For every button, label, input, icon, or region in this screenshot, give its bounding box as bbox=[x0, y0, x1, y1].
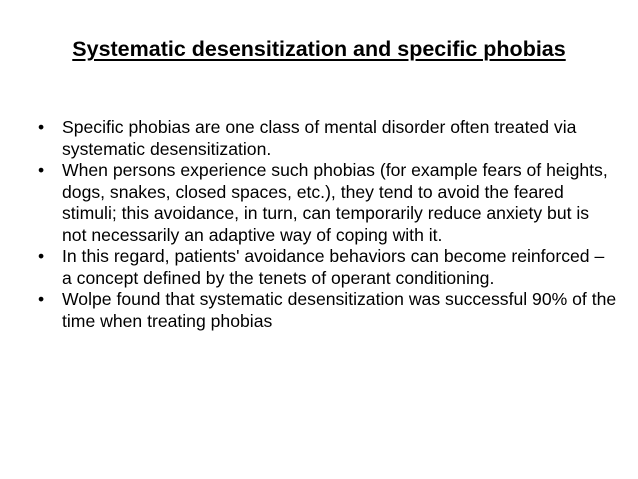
bullet-text: When persons experience such phobias (for example fears of heights, dogs, snakes, closed spaces, etc.), they tend to avoid the feared stimuli; this avoidance, in turn, can temporarily reduce anxiety but is not necessarily an adaptive way of coping with it. bbox=[62, 160, 608, 245]
bullet-text: Wolpe found that systematic desensitization was successful 90% of the time when treating phobias bbox=[62, 289, 617, 331]
bullet-icon: • bbox=[38, 246, 45, 266]
bullet-item bbox=[38, 117, 618, 160]
bullet-icon: • bbox=[38, 117, 45, 137]
bullet-icon: • bbox=[38, 289, 45, 309]
bullet-list bbox=[38, 117, 618, 332]
bullet-text: In this regard, patients' avoidance behaviors can become reinforced – a concept defined by the tenets of operant conditioning. bbox=[62, 246, 605, 288]
bullet-item bbox=[38, 289, 618, 332]
bullet-item bbox=[38, 246, 618, 289]
slide-title: Systematic desensitization and specific phobias bbox=[72, 37, 566, 61]
bullet-icon: • bbox=[38, 160, 45, 180]
bullet-item bbox=[38, 160, 618, 246]
bullet-text: Specific phobias are one class of mental disorder often treated via systematic desensitization. bbox=[62, 117, 577, 159]
